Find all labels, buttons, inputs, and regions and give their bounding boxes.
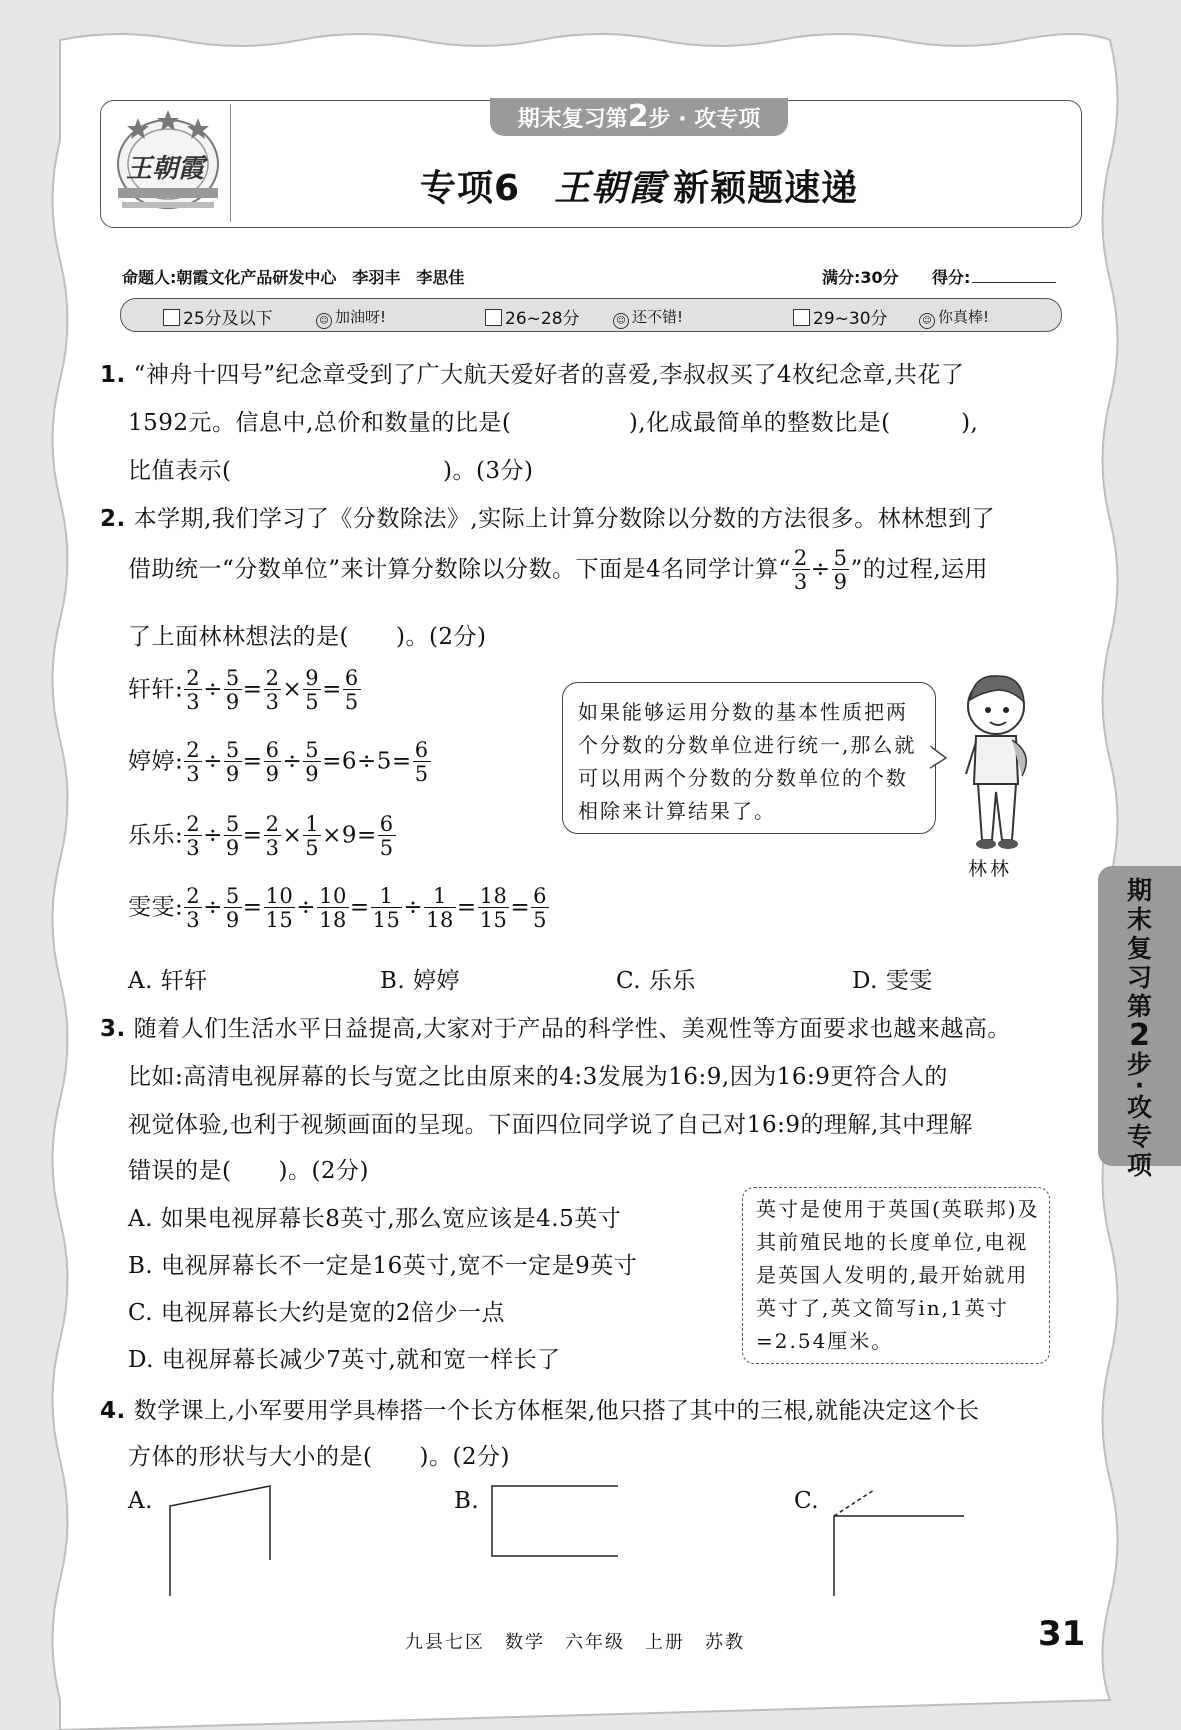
q1-line2: 1592元。信息中,总价和数量的比是( ),化成最简单的整数比是( ), (128, 410, 979, 436)
side-tab-char: · (1134, 1071, 1145, 1100)
student-name: 雯雯: (128, 894, 184, 921)
title-brand: 王朝霞 (554, 167, 666, 209)
review-step-tab (490, 98, 788, 136)
q3-option-b[interactable]: B. 电视屏幕长不一定是16英寸,宽不一定是9英寸 (128, 1253, 638, 1279)
smiley-icon: ☺ (919, 313, 935, 329)
q4-text1: 数学课上,小军要用学具棒搭一个长方体框架,他只搭了其中的三根,就能决定这个长 (133, 1398, 980, 1424)
q3-text1: 随着人们生活水平日益提高,大家对于产品的科学性、美观性等方面要求也越来越高。 (133, 1016, 1011, 1042)
grade-comment-3 (919, 306, 989, 329)
grade-option-2[interactable] (485, 304, 580, 329)
score-blank[interactable] (972, 282, 1056, 283)
student-name: 乐乐: (128, 822, 184, 849)
character-name: 林林 (968, 858, 1013, 880)
grade-comment-1 (316, 306, 386, 329)
q2-line1 (100, 500, 995, 533)
checkbox-icon[interactable] (163, 309, 180, 326)
calc-xuanxuan: 轩轩: $\frac{2}{3}$ ÷ $\frac{5}{9}$ = $\frac{2}{3}$ × $\frac{9}{5}$ = $\frac{6}{5}$ (128, 666, 359, 714)
tab-prefix: 期末复习第 (517, 107, 628, 132)
q4-option-a[interactable]: A. (128, 1488, 153, 1514)
tab-suffix: 步 · 攻专项 (648, 107, 761, 132)
q4-figure-b (488, 1484, 620, 1560)
page-number: 31 (1038, 1614, 1086, 1654)
q2-text1: 本学期,我们学习了《分数除法》,实际上计算分数除以分数的方法很多。林林想到了 (133, 506, 996, 532)
score-label: 得分: (932, 268, 971, 287)
q2-line2: 借助统一“分数单位”来计算分数除以分数。下面是4名同学计算“ $\frac{2}{3}$ ÷ $\frac{5}{9}$ ”的过程,运用 (128, 546, 989, 594)
q2-option-b[interactable]: B. 婷婷 (380, 968, 461, 994)
student-name: 婷婷: (128, 748, 184, 775)
fraction: $\frac{5}{9}$ (833, 546, 848, 594)
grade-range: 29~30分 (813, 309, 888, 329)
q2-option-c[interactable]: C. 乐乐 (616, 968, 696, 994)
q4-line1 (100, 1392, 980, 1425)
q2-text2a: 借助统一“分数单位”来计算分数除以分数。下面是4名同学计算“ (128, 556, 791, 583)
q2-option-d[interactable]: D. 雯雯 (852, 968, 933, 994)
q3-option-d[interactable]: D. 电视屏幕长减少7英寸,就和宽一样长了 (128, 1347, 561, 1373)
q4-figure-a (160, 1484, 280, 1600)
side-tab-char: 复 (1126, 934, 1152, 963)
author-line: 命题人:朝霞文化产品研发中心 李羽丰 李思佳 (122, 268, 465, 287)
inch-note-text: 英寸是使用于英国(英联邦)及其前殖民地的长度单位,电视是英国人发明的,最开始就用英寸了,英文简写in,1英寸=2.54厘米。 (756, 1197, 1040, 1353)
side-tab-char: 末 (1126, 905, 1152, 934)
q1-number: 1. (100, 362, 126, 388)
side-tab-char: 习 (1126, 963, 1152, 992)
header-divider (230, 104, 231, 222)
side-tab-char: 专 (1126, 1122, 1152, 1151)
calc-wenwen: 雯雯: $\frac{2}{3}$ ÷ $\frac{5}{9}$ = $\frac{10}{15}$ ÷ $\frac{10}{18}$ = $\frac{1}{15}$ ÷ $\frac{1}{18}$ = $\frac{18}{15}$ = $\frac{6}{5}$ (128, 884, 548, 932)
side-tab-char: 步 (1126, 1050, 1152, 1079)
smiley-icon: ☺ (316, 313, 332, 329)
q4-figure-c (830, 1484, 966, 1600)
q1-line1 (100, 356, 964, 389)
boy-character-icon (952, 664, 1042, 854)
grade-comment: 还不错! (632, 308, 684, 326)
q2-text2b: ”的过程,运用 (850, 556, 989, 583)
q3-line3: 视觉体验,也利于视频画面的呈现。下面四位同学说了自己对16:9的理解,其中理解 (128, 1112, 973, 1138)
grade-bar (120, 298, 1062, 332)
q1-text1: “神舟十四号”纪念章受到了广大航天爱好者的喜爱,李叔叔买了4枚纪念章,共花了 (133, 362, 965, 388)
q2-option-a[interactable]: A. 轩轩 (128, 968, 208, 994)
q2-number: 2. (100, 506, 126, 532)
grade-option-1[interactable] (163, 304, 273, 329)
grade-comment-2 (613, 306, 683, 329)
grade-range: 25分及以下 (183, 309, 273, 329)
calc-lele: 乐乐: $\frac{2}{3}$ ÷ $\frac{5}{9}$ = $\frac{2}{3}$ × $\frac{1}{5}$ ×9= $\frac{6}{5}$ (128, 812, 394, 860)
score-field[interactable] (932, 265, 1056, 288)
q3-line1 (100, 1010, 1011, 1043)
page-title (420, 160, 858, 211)
tab-step: 2 (627, 99, 649, 134)
side-tab-char: 期 (1126, 876, 1152, 905)
q4-option-c[interactable]: C. (794, 1488, 820, 1514)
q4-option-b[interactable]: B. (454, 1488, 480, 1514)
calc-tingting: 婷婷: $\frac{2}{3}$ ÷ $\frac{5}{9}$ = $\frac{6}{9}$ ÷ $\frac{5}{9}$ =6÷5= $\frac{6}{5}$ (128, 738, 429, 786)
checkbox-icon[interactable] (793, 309, 810, 326)
q1-line3: 比值表示( )。(3分) (128, 458, 534, 484)
q3-option-a[interactable]: A. 如果电视屏幕长8英寸,那么宽应该是4.5英寸 (128, 1206, 622, 1232)
grade-range: 26~28分 (505, 309, 580, 329)
q3-line2: 比如:高清电视屏幕的长与宽之比由原来的4:3发展为16:9,因为16:9更符合人的 (128, 1064, 948, 1090)
grade-option-3[interactable] (793, 304, 888, 329)
title-right: 新颖题速递 (673, 168, 859, 209)
q3-line4: 错误的是( )。(2分) (128, 1158, 370, 1184)
student-name: 轩轩: (128, 676, 184, 703)
grade-comment: 加油呀! (335, 308, 387, 326)
grade-comment: 你真棒! (938, 308, 990, 326)
side-tab-char: 2 (1129, 1018, 1150, 1053)
side-tab-char: 项 (1126, 1151, 1152, 1180)
side-tab-char: 攻 (1126, 1093, 1152, 1122)
q2-line3: 了上面林林想法的是( )。(2分) (128, 624, 487, 650)
logo-text: 王朝霞 (126, 154, 205, 184)
q4-line2: 方体的形状与大小的是( )。(2分) (128, 1444, 511, 1470)
full-score: 满分:30分 (822, 268, 899, 287)
bubble-tail-icon (930, 746, 950, 770)
fraction: $\frac{2}{3}$ (793, 546, 808, 594)
smiley-icon: ☺ (613, 313, 629, 329)
side-tab-char: 第 (1126, 992, 1152, 1021)
title-left: 专项6 (420, 168, 521, 209)
side-section-tab[interactable] (1098, 866, 1181, 1180)
bubble-text: 如果能够运用分数的基本性质把两个分数的分数单位进行统一,那么就可以用两个分数的分数单位的个数相除来计算结果了。 (578, 700, 917, 823)
q4-number: 4. (100, 1398, 126, 1424)
checkbox-icon[interactable] (485, 309, 502, 326)
brand-logo (108, 104, 228, 222)
footer-info: 九县七区 数学 六年级 上册 苏教 (405, 1632, 745, 1653)
q3-number: 3. (100, 1016, 126, 1042)
q3-option-c[interactable]: C. 电视屏幕长大约是宽的2倍少一点 (128, 1300, 506, 1326)
